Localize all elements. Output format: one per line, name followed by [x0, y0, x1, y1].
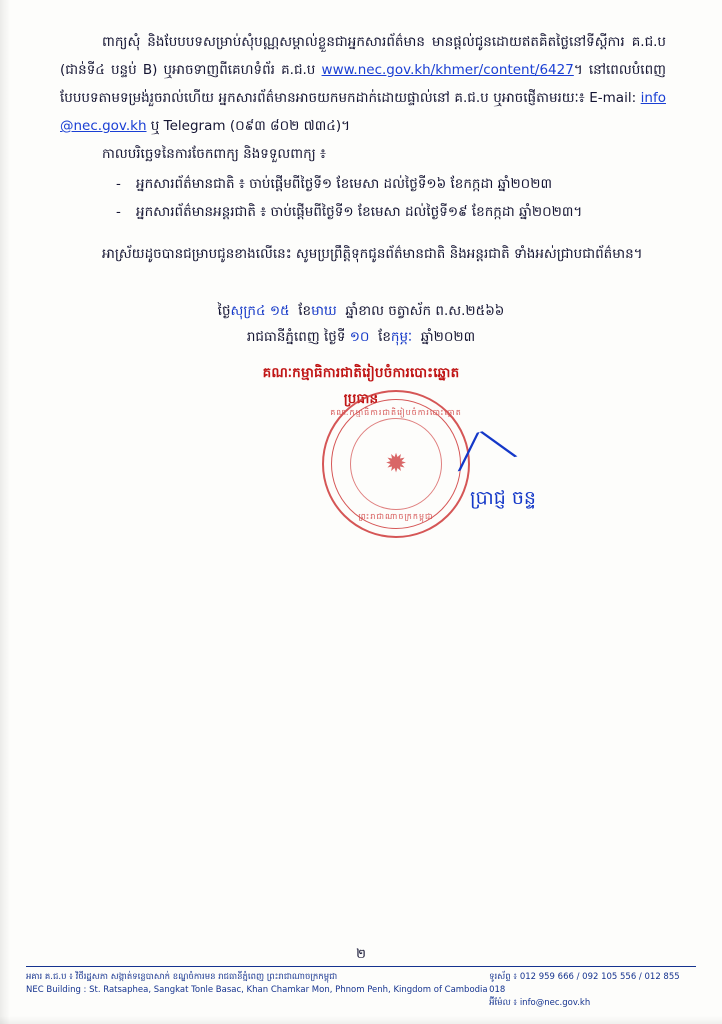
- paragraph-text-before-link: ពាក្យសុំ និងបែបបទសម្រាប់សុំបណ្ណសម្គាល់ខ្លួនជាអ្នកសារព័ត៌មាន មានផ្តល់ជូនដោយឥតគិតថ្លៃនៅទីស្ដីការ គ.ជ.ប (ជាន់ទី៤ បន្ទប់ B) ឬអាចទាញពីគេហទំព័រ គ.ជ.ប: [60, 34, 666, 78]
- year-era: ចត្វាស័ក: [388, 303, 432, 319]
- list-item: [60, 198, 666, 226]
- list-item-label: អ្នកសារព័ត៌មានអន្តរជាតិ ៖ ចាប់ផ្ដើមពីថ្ងៃទី១ ខែមេសា ដល់ថ្ងៃទី១៩ ខែកក្កដា ឆ្នាំ២០២៣។: [136, 204, 583, 220]
- stamp-and-signature-area: [0, 368, 722, 558]
- bullet-dash: -: [116, 204, 121, 220]
- footer-email: អ៊ីម៉ែល ៖ info@nec.gov.kh: [489, 998, 591, 1008]
- signature-date-line: [0, 298, 722, 324]
- buddhist-era-year: ២៥៦៦: [465, 303, 505, 319]
- page-footer: [26, 966, 696, 1010]
- paragraph-text-after-link: ។ នៅពេលបំពេញបែបបទតាមទម្រង់រួចរាល់ហើយ អ្នកសារព័ត៌មានអាចយកមកដាក់ដោយផ្ទាល់នៅ គ.ជ.ប ឬអាចផ្ញើតាមរយៈ៖ E-mail:: [60, 62, 666, 106]
- paragraph-text-tail: ឬ Telegram (០៩៣ ៨០២ ៧៣៤)។: [146, 118, 350, 134]
- handwritten-signature-icon: ⟋⟍: [447, 417, 520, 482]
- footer-address-khmer: អគារ គ.ជ.ប ៖ វិថីរដ្ឋសភា សង្កាត់ទន្លេបាសាក់ ខណ្ឌចំការមន រាជធានីភ្នំពេញ ព្រះរាជាណាចក្រកម្ពុជា: [26, 972, 338, 982]
- month-name: មាឃ: [311, 303, 337, 319]
- place-year: ២០២៣: [433, 329, 476, 345]
- official-seal-icon: [322, 390, 470, 538]
- place-month-prefix: ខែ: [378, 329, 391, 345]
- place-day: ១០: [349, 329, 370, 345]
- email-link[interactable]: info@nec.gov.kh: [60, 90, 666, 134]
- list-item-label: អ្នកសារព័ត៌មានជាតិ ៖ ចាប់ផ្ដើមពីថ្ងៃទី១ ខែមេសា ដល់ថ្ងៃទី១៦ ខែកក្កដា ឆ្នាំ២០២៣: [136, 176, 552, 192]
- paragraph-closing: អាស្រ័យដូចបានជម្រាបជូនខាងលើនេះ សូមប្រព្រឹត្តិទុកជូនព័ត៌មានជាតិ និងអន្តរជាតិ ទាំងអស់ជ្រាបជាព័ត៌មាន។: [102, 246, 643, 262]
- scan-edge-shadow-bottom: [0, 1016, 722, 1024]
- paragraph-dates-heading: កាលបរិច្ឆេទនៃការចែកពាក្យ និងទទួលពាក្យ ៖: [102, 146, 326, 162]
- signature-place-line: [0, 324, 722, 350]
- year-animal: ខាល: [358, 303, 384, 319]
- paragraph-application-info: [60, 28, 666, 140]
- footer-phone: ទូរស័ព្ទ ៖ 012 959 666 / 092 105 556 / 012 855 018: [489, 972, 680, 995]
- year-prefix: ឆ្នាំ: [345, 303, 359, 319]
- seal-top-text: គណៈកម្មាធិការជាតិរៀបចំការបោះឆ្នោត: [330, 408, 462, 417]
- date-day-name: សុក្រ: [230, 303, 256, 319]
- month-prefix: ខែ: [298, 303, 312, 319]
- dates-list: [60, 170, 666, 226]
- seal-bottom-text: ព្រះរាជាណាចក្រកម្ពុជា: [358, 512, 434, 521]
- nec-website-link[interactable]: www.nec.gov.kh/khmer/content/6427: [321, 62, 574, 78]
- footer-address-english: NEC Building : St. Ratsaphea, Sangkat Tonle Basac, Khan Chamkar Mon, Phnom Penh, Kingdom of Cambodia: [26, 985, 488, 995]
- document-body: [60, 28, 666, 268]
- signer-role: ប្រធាន: [343, 391, 379, 407]
- buddhist-era-prefix: ព.ស.: [435, 303, 466, 319]
- signer-name: ប្រាជ្ញ ចន្ទ: [470, 487, 536, 509]
- bullet-dash: -: [116, 176, 121, 192]
- place-prefix: រាជធានីភ្នំពេញ ថ្ងៃទី: [246, 329, 346, 345]
- place-year-prefix: ឆ្នាំ: [420, 329, 434, 345]
- issuing-authority-title: គណៈកម្មាធិការជាតិរៀបចំការបោះឆ្នោត: [262, 365, 460, 381]
- date-roman-2: ១៥: [269, 303, 290, 319]
- page-number: ២: [356, 947, 366, 962]
- seal-emblem-icon: ✹: [385, 449, 407, 479]
- date-prefix: ថ្ងៃ: [217, 303, 231, 319]
- date-roman: ៤: [255, 303, 266, 319]
- place-month: កុម្ភៈ: [390, 329, 413, 345]
- list-item: [60, 170, 666, 198]
